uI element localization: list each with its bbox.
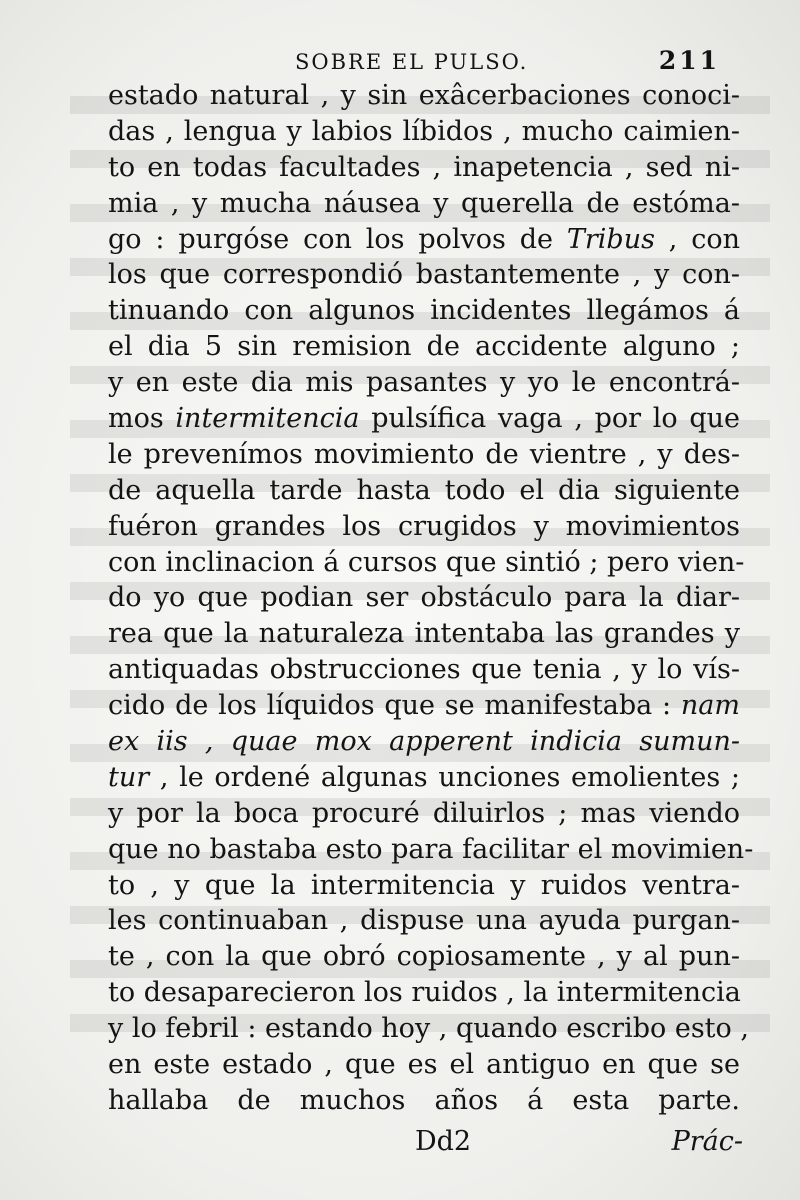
text-line xyxy=(108,150,740,186)
italic-segment: intermitencia xyxy=(175,403,360,435)
text-line xyxy=(108,688,740,724)
text-line xyxy=(108,1083,740,1119)
running-head: SOBRE EL PULSO. xyxy=(295,50,529,74)
text-segment: el dia 5 sin remision de accidente alguno ; xyxy=(108,331,740,363)
text-line xyxy=(108,329,740,365)
text-line xyxy=(108,257,740,293)
text-line xyxy=(108,580,740,616)
text-line xyxy=(108,222,740,258)
text-segment: y lo febril : estando hoy , quando escribo esto , xyxy=(108,1013,749,1045)
text-line xyxy=(108,868,740,904)
text-segment: mia , y mucha náusea y querella de estóma- xyxy=(108,187,740,219)
text-line xyxy=(108,293,740,329)
text-line xyxy=(108,509,740,545)
text-line xyxy=(108,903,740,939)
text-line xyxy=(108,114,740,150)
text-segment: de aquella tarde hasta todo el dia siguiente xyxy=(108,474,740,506)
text-segment: les continuaban , dispuse una ayuda purgan- xyxy=(108,905,740,937)
text-segment: , con xyxy=(654,223,741,255)
text-line xyxy=(108,545,745,581)
text-line xyxy=(108,437,740,473)
text-segment: te , con la que obró copiosamente , y al pun- xyxy=(108,941,740,973)
text-line xyxy=(108,616,740,652)
text-line xyxy=(108,365,740,401)
text-segment: cido de los líquidos que se manifestaba : xyxy=(108,690,681,722)
body-text xyxy=(108,78,754,1119)
text-segment: hallaba de muchos años á esta parte. xyxy=(108,1084,740,1116)
text-segment: y en este dia mis pasantes y yo le encontrá- xyxy=(108,367,740,399)
text-segment: le prevenímos movimiento de vientre , y des- xyxy=(108,438,740,470)
text-segment: estado natural , y sin exâcerbaciones conoci- xyxy=(108,80,740,111)
text-line xyxy=(108,186,740,222)
text-segment: to desaparecieron los ruidos , la intermitencia xyxy=(108,977,741,1009)
text-segment: en este estado , que es el antiguo en que se xyxy=(108,1049,740,1081)
italic-segment: Tribus xyxy=(566,223,655,255)
text-line xyxy=(108,401,740,437)
signature-mark: Dd2 xyxy=(415,1126,472,1157)
text-segment: to , y que la intermitencia y ruidos ventra- xyxy=(108,869,740,901)
text-line xyxy=(108,78,740,114)
text-segment: to en todas facultades , inapetencia , sed ni- xyxy=(108,151,740,183)
text-segment: go : purgóse con los polvos de xyxy=(108,223,567,255)
text-segment: , le ordené algunas unciones emolientes ; xyxy=(149,761,740,793)
text-segment: das , lengua y labios líbidos , mucho caimien- xyxy=(108,115,740,147)
text-segment: mos xyxy=(108,403,176,435)
text-line xyxy=(108,760,740,796)
text-segment: tinuando con algunos incidentes llegámos á xyxy=(108,295,740,327)
text-segment: pulsífica vaga , por lo que xyxy=(359,403,741,435)
italic-segment: tur xyxy=(108,761,150,793)
catchword: Prác- xyxy=(671,1126,743,1157)
page-footer xyxy=(108,1126,743,1166)
text-line xyxy=(108,1011,749,1047)
page-number: 211 xyxy=(658,46,720,75)
text-segment: fuéron grandes los crugidos y movimientos xyxy=(108,510,740,542)
text-line xyxy=(108,939,740,975)
text-segment: antiquadas obstrucciones que tenia , y lo vís- xyxy=(108,654,740,686)
text-segment: y por la boca procuré diluirlos ; mas viendo xyxy=(108,797,740,829)
text-segment: que no bastaba esto para facilitar el movimien- xyxy=(108,833,754,865)
text-line xyxy=(108,652,740,688)
text-line xyxy=(108,796,740,832)
text-segment: do yo que podian ser obstáculo para la diar- xyxy=(108,582,740,614)
italic-segment: nam xyxy=(680,690,740,722)
text-segment: rea que la naturaleza intentaba las grandes y xyxy=(108,618,740,650)
text-line xyxy=(108,1047,740,1083)
text-line xyxy=(108,975,740,1011)
text-line xyxy=(108,724,740,760)
text-line xyxy=(108,832,754,868)
italic-segment: ex iis , quae mox apperent indicia sumun- xyxy=(108,726,740,758)
text-segment: con inclinacion á cursos que sintió ; pero vien- xyxy=(108,546,745,578)
text-line xyxy=(108,473,740,509)
text-segment: los que correspondió bastantemente , y con- xyxy=(108,259,740,291)
